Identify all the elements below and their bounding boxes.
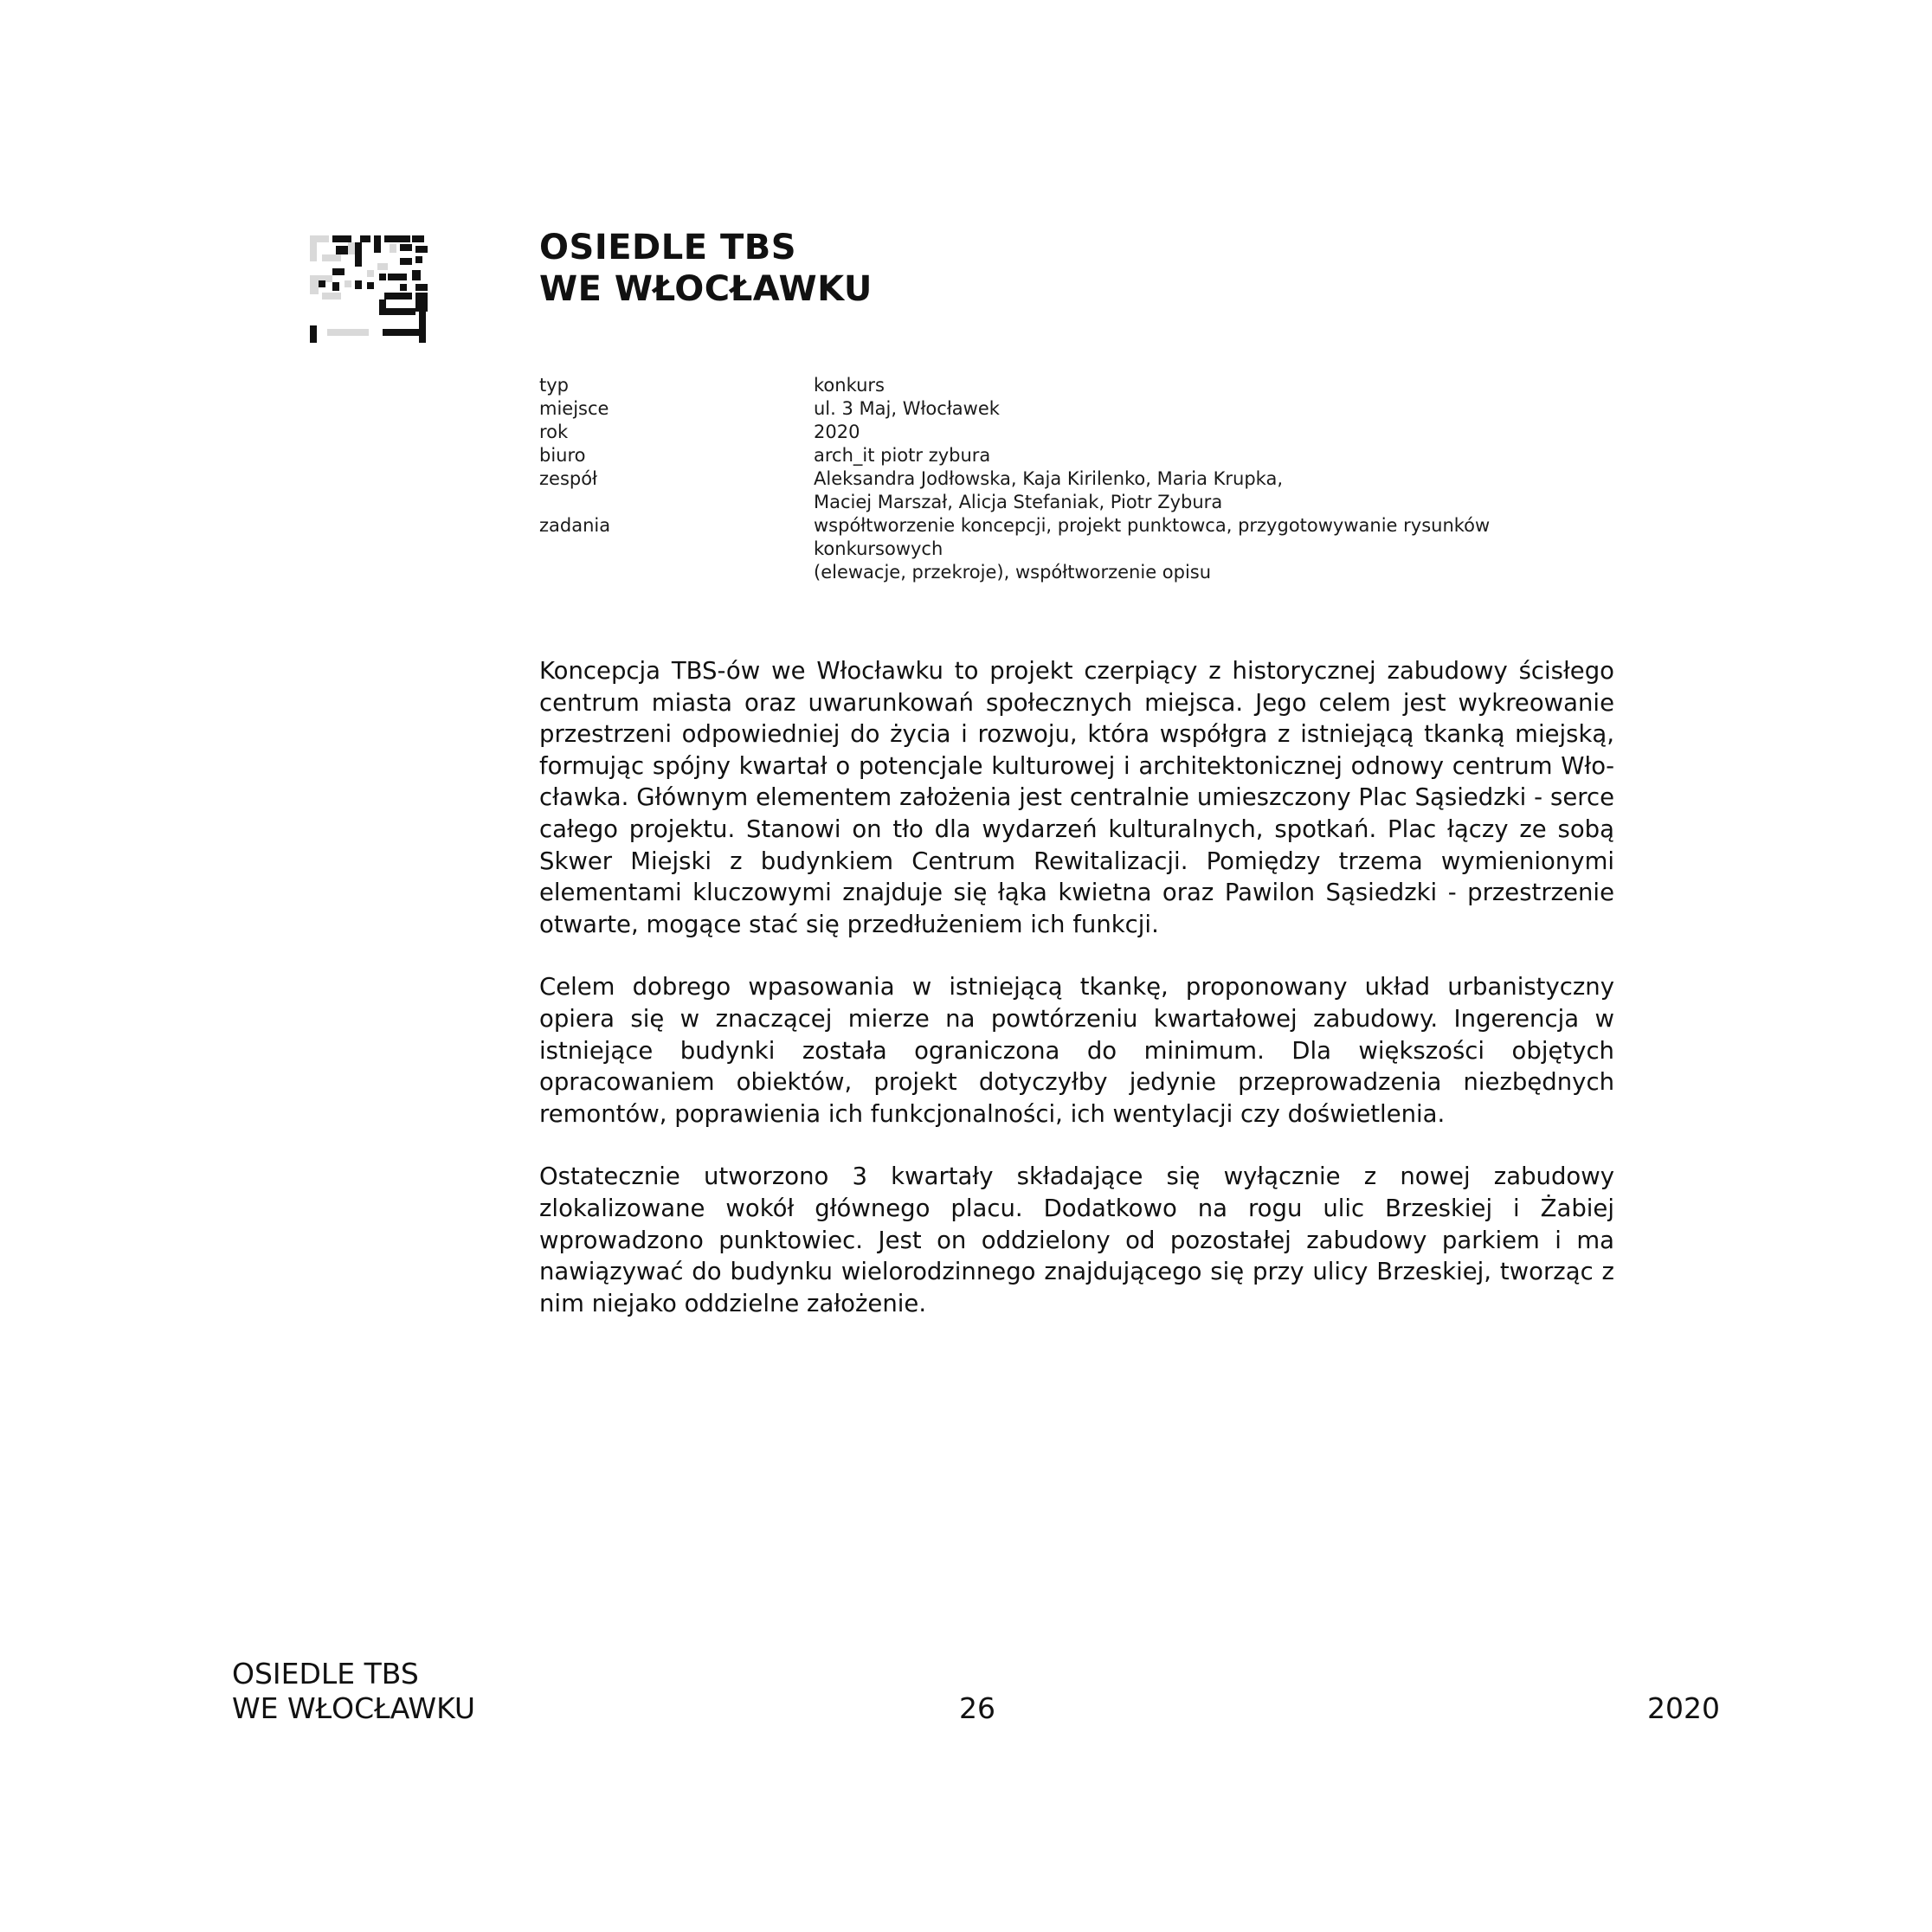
page-title-line-2: WE WŁOCŁAWKU bbox=[539, 269, 873, 309]
meta-value bbox=[814, 421, 1613, 444]
meta-value bbox=[814, 444, 1613, 467]
footer-project-title bbox=[232, 1657, 475, 1726]
project-metadata bbox=[539, 374, 1613, 584]
meta-label: zespół bbox=[539, 468, 598, 489]
meta-value bbox=[814, 514, 1613, 584]
meta-value-line: konkurs bbox=[814, 375, 885, 396]
project-description bbox=[539, 655, 1614, 1350]
meta-row-rok bbox=[539, 421, 1613, 444]
body-paragraph: Celem dobrego wpasowania w istniejącą tkankę, proponowany układ urbanistyczny opiera się w znaczącej mierze na powtórzeniu kwartałowej zabudowy. Ingerencja w istniejące budynki została ograniczona do minimum. Dla większości objętych opracowaniem obiektów, projekt dotyczyłby jedynie przeprowadzenia niezbędnych remontów, poprawienia ich funkcjonalności, ich wentylacji czy doświetlenia. bbox=[539, 973, 1614, 1128]
meta-row-typ bbox=[539, 374, 1613, 397]
footer-title-line-2: WE WŁOCŁAWKU bbox=[232, 1691, 476, 1725]
meta-label: biuro bbox=[539, 445, 586, 466]
meta-value-line: Maciej Marszał, Alicja Stefaniak, Piotr Zybura bbox=[814, 492, 1223, 512]
body-paragraph: Ostatecznie utworzono 3 kwartały składające się wyłącznie z nowej zabudowy zlokalizowane wokół głównego placu. Dodatkowo na rogu ulic Brzeskiej i Żabiej wprowadzono punktowiec. Jest on oddzielony od pozostałej zabudowy parkiem i ma nawiązywać do budynku wielorodzinnego znajdującego się przy ulicy Brzeskiej, tworząc z nim niejako oddzielne założenie. bbox=[539, 1162, 1614, 1317]
meta-value-line: ul. 3 Maj, Włocławek bbox=[814, 398, 1000, 419]
meta-value-line: Aleksandra Jodłowska, Kaja Kirilenko, Maria Krupka, bbox=[814, 468, 1284, 489]
footer-title-line-1: OSIEDLE TBS bbox=[232, 1657, 419, 1690]
page-title-line-1: OSIEDLE TBS bbox=[539, 228, 797, 267]
meta-label: miejsce bbox=[539, 398, 609, 419]
meta-value-line: arch_it piotr zybura bbox=[814, 445, 991, 466]
meta-label: typ bbox=[539, 375, 569, 396]
meta-row-biuro bbox=[539, 444, 1613, 467]
meta-row-miejsce bbox=[539, 397, 1613, 421]
meta-value bbox=[814, 374, 1613, 397]
page-title bbox=[539, 227, 873, 310]
meta-row-zespol bbox=[539, 467, 1613, 514]
meta-value bbox=[814, 467, 1613, 514]
body-paragraph: Koncepcja TBS-ów we Włocławku to projekt czerpiący z historycznej zabudowy ścisłego centrum miasta oraz uwarunkowań społecznych miejsca. Jego celem jest wykreowanie przestrzeni odpowiedniej do życia i rozwoju, która współgra z istniejącą tkanką miejską, formując spójny kwartał o potencjale kulturowej i architektonicznej odnowy centrum Włocławka. Głównym elementem założenia jest centralnie umieszczony Plac Sąsiedzki - serce całego projektu. Stanowi on tło dla wydarzeń kulturalnych, spotkań. Plac łączy ze sobą Skwer Miejski z budynkiem Centrum Rewitalizacji. Pomiędzy trzema wymienionymi elementami kluczowymi znajduje się łąka kwietna oraz Pawilon Sąsiedzki - przestrzenie otwarte, mogące stać się przedłużeniem ich funkcji. bbox=[539, 657, 1614, 938]
meta-value bbox=[814, 397, 1613, 421]
page-number: 26 bbox=[959, 1691, 995, 1725]
meta-label: rok bbox=[539, 422, 569, 442]
meta-label: zadania bbox=[539, 515, 611, 536]
project-logo-icon bbox=[310, 235, 431, 343]
meta-row-zadania bbox=[539, 514, 1613, 584]
meta-value-line: (elewacje, przekroje), współtworzenie opisu bbox=[814, 562, 1212, 583]
meta-value-line: 2020 bbox=[814, 422, 860, 442]
meta-value-line: współtworzenie koncepcji, projekt punktowca, przygotowywanie rysunków konkursowych bbox=[814, 515, 1491, 559]
footer-year: 2020 bbox=[1647, 1691, 1720, 1725]
